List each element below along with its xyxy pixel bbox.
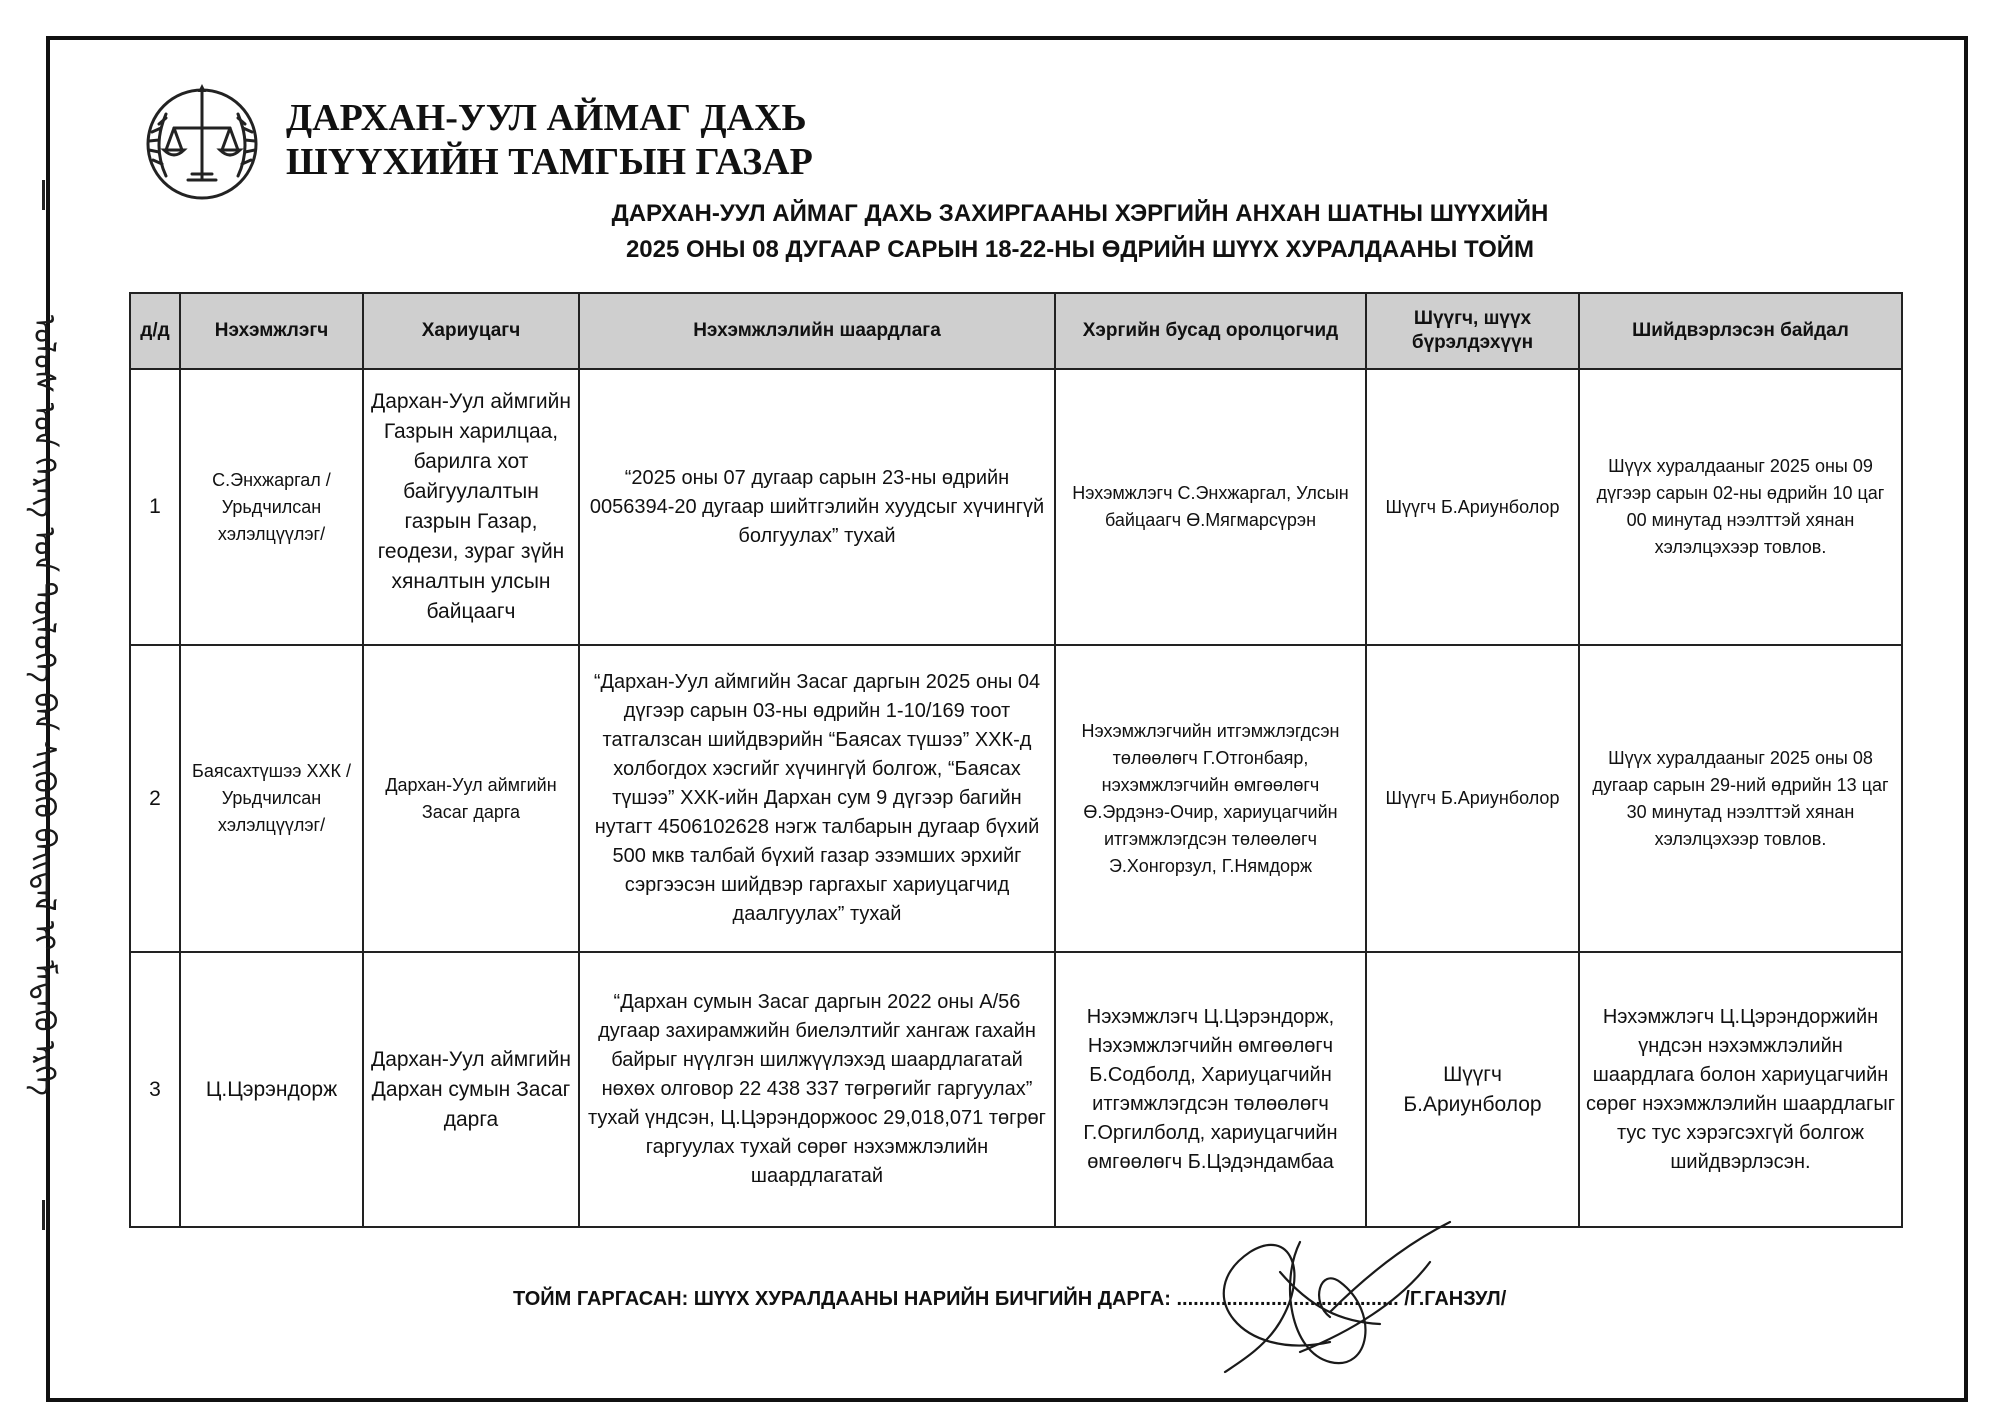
defendant-cell: Дархан-Уул аймгийн Дархан сумын Засаг дарга [363,952,579,1227]
signature-icon [1180,1212,1510,1392]
judge-cell: Шүүгч Б.Ариунболор [1366,952,1579,1227]
decision-cell: Нэхэмжлэгч Ц.Цэрэндоржийн үндсэн нэхэмжлэлийн шаардлага болон хариуцагчийн сөрөг нэхэмжлэлийн шаардлагыг тус тус хэрэгсэхгүй болгож шийдвэрлэсэн. [1579,952,1902,1227]
column-header-plaintiff: Нэхэмжлэгч [180,293,363,369]
claim-cell: “Дархан сумын Засаг даргын 2022 оны А/56 дугаар захирамжийн биелэлтийг хангаж гахайн байрыг нүүлгэн шилжүүлэхэд шаардлагатай нөхөх олговор 22 438 337 төгрөгийг гаргуулах” тухай үндсэн, Ц.Цэрэндоржоос 29,018,071 төгрөг гаргуулах тухай сөрөг нэхэмжлэлийн шаардлагатай [579,952,1055,1227]
divider [42,1200,45,1230]
organization-name-line1: ДАРХАН-УУЛ АЙМАГ ДАХЬ [286,97,807,139]
document-title-line1: ДАРХАН-УУЛ АЙМАГ ДАХЬ ЗАХИРГААНЫ ХЭРГИЙН АНХАН ШАТНЫ ШҮҮХИЙН [611,200,1549,227]
mongolian-text [14,220,74,1190]
row-number: 2 [130,645,180,952]
divider [42,180,45,210]
organization-name [286,96,813,184]
participants-cell: Нэхэмжлэгч Ц.Цэрэндорж, Нэхэмжлэгчийн өмгөөлөгч Б.Содболд, Хариуцагчийн итгэмжлэгдсэн төлөөлөгч Г.Оргилболд, хариуцагчийн өмгөөлөгч Б.Цэдэндамбаа [1055,952,1366,1227]
plaintiff-cell: Баясахтүшээ ХХК /Урьдчилсан хэлэлцүүлэг/ [180,645,363,952]
defendant-cell: Дархан-Уул аймгийн Засаг дарга [363,645,579,952]
participants-cell: Нэхэмжлэгч С.Энхжаргал, Улсын байцаагч Ө.Мягмарсүрэн [1055,369,1366,645]
row-number: 3 [130,952,180,1227]
judge-cell: Шүүгч Б.Ариунболор [1366,645,1579,952]
table-row [130,645,1902,952]
row-number: 1 [130,369,180,645]
decision-cell: Шүүх хуралдааныг 2025 оны 08 дугаар сарын 29-ний өдрийн 13 цаг 30 минутад нээлттэй хянан хэлэлцэхээр товлов. [1579,645,1902,952]
document-title-line2: 2025 ОНЫ 08 ДУГААР САРЫН 18-22-НЫ ӨДРИЙН ШҮҮХ ХУРАЛДААНЫ ТОЙМ [625,236,1535,263]
table-header-row [130,293,1902,369]
participants-cell: Нэхэмжлэгчийн итгэмжлэгдсэн төлөөлөгч Г.Отгонбаяр, нэхэмжлэгчийн өмгөөлөгч Ө.Эрдэнэ-Очир, хариуцагчийн итгэмжлэгдсэн төлөөлөгч Э.Хонгорзул, Г.Нямдорж [1055,645,1366,952]
organization-name-line2: ШҮҮХИЙН ТАМГЫН ГАЗАР [286,141,813,183]
side-mongolian-script [4,180,84,1230]
decision-cell: Шүүх хуралдааныг 2025 оны 09 дүгээр сарын 02-ны өдрийн 10 цаг 00 минутад нээлттэй хянан хэлэлцэхээр товлов. [1579,369,1902,645]
claim-cell: “2025 оны 07 дугаар сарын 23-ны өдрийн 0056394-20 дугаар шийтгэлийн хуудсыг хүчингүй болгуулах” тухай [579,369,1055,645]
column-header-defendant: Хариуцагч [363,293,579,369]
column-header-participants: Хэргийн бусад оролцогчид [1055,293,1366,369]
column-header-number: д/д [130,293,180,369]
document-title [440,196,1720,268]
table-row [130,952,1902,1227]
hearings-table [129,292,1903,1228]
column-header-judge: Шүүгч, шүүх бүрэлдэхүүн [1366,293,1579,369]
plaintiff-cell: С.Энхжаргал /Урьдчилсан хэлэлцүүлэг/ [180,369,363,645]
mongolian-script-text: ᠤᠯᠤᠰ ᠤᠨ ᠬᠡᠷᠡᠭ ᠤᠨ ᠲᠥᠯᠦᠭᠡ ᠪᠠᠨ ᠰᠢᠭᠦᠬᠦ ᠪᠠᠢᠳᠠᠯ ᠢ ᠮᠡᠳᠡᠬᠦ ᠡᠷᠬᠡ [26,314,62,1096]
claim-cell: “Дархан-Уул аймгийн Засаг даргын 2025 оны 04 дүгээр сарын 03-ны өдрийн 1-10/169 тоот татгалзсан шийдвэрийн “Баясах түшээ” ХХК-д холбогдох хэсгийг хүчингүй болгож, “Баясах түшээ” ХХК-ийн Дархан сум 9 дүгээр багийн нутагт 4506102628 нэгж талбарын дугаар бүхий 500 мкв талбай бүхий газар эзэмших эрхийг сэргээсэн шийдвэр гаргахыг хариуцагчид даалгуулах” тухай [579,645,1055,952]
plaintiff-cell: Ц.Цэрэндорж [180,952,363,1227]
column-header-decision: Шийдвэрлэсэн байдал [1579,293,1902,369]
column-header-claim: Нэхэмжлэлийн шаардлага [579,293,1055,369]
defendant-cell: Дархан-Уул аймгийн Газрын харилцаа, барилга хот байгуулалтын газрын Газар, геодези, зураг зүйн хяналтын улсын байцаагч [363,369,579,645]
judge-cell: Шүүгч Б.Ариунболор [1366,369,1579,645]
court-emblem-icon [136,76,268,208]
table-row [130,369,1902,645]
prepared-by-line: ТОЙМ ГАРГАСАН: ШҮҮХ ХУРАЛДААНЫ НАРИЙН БИЧГИЙН ДАРГА: ........................................ /Г.ГАНЗУЛ/ [513,1288,1507,1310]
